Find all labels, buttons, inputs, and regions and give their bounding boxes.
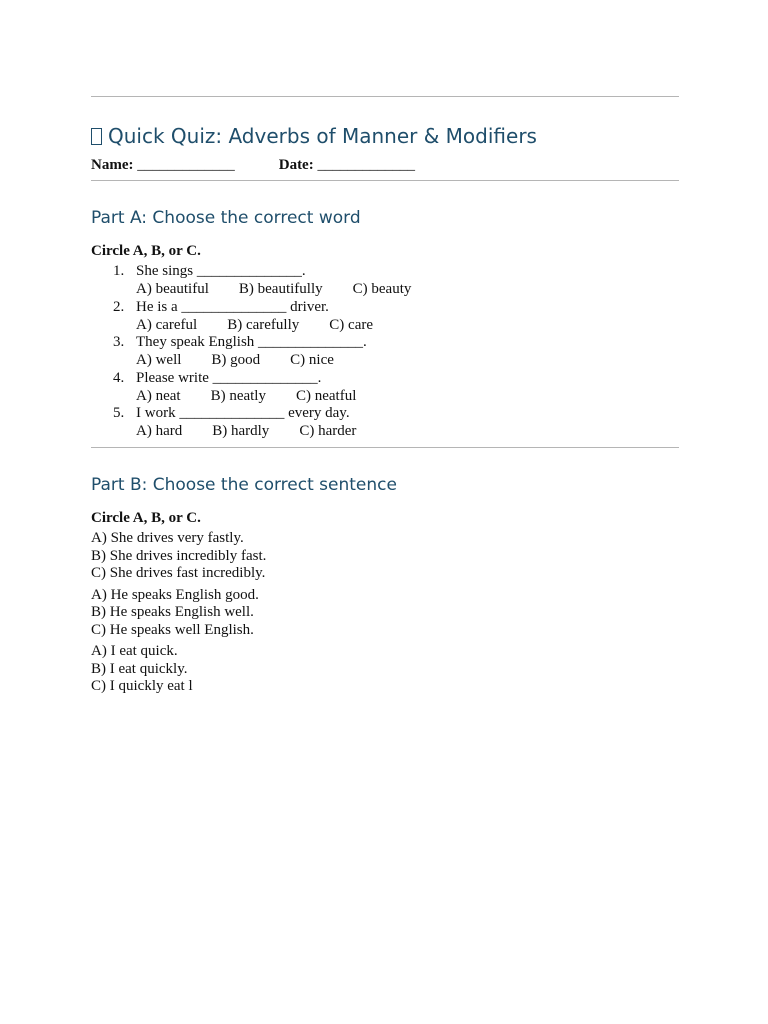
question-text: They speak English ______________. — [136, 334, 367, 351]
option-a: A) beautiful — [136, 280, 209, 297]
option-b: B) neatly — [210, 387, 266, 404]
question-text: I work ______________ every day. — [136, 405, 350, 422]
top-divider — [91, 96, 679, 97]
question-1 — [91, 263, 679, 299]
question-text: Please write ______________. — [136, 369, 322, 386]
option-b: B) carefully — [227, 316, 300, 333]
part-a-divider — [91, 447, 679, 448]
part-a-heading: Part A: Choose the correct word — [91, 208, 361, 228]
question-4 — [91, 370, 679, 406]
option-a: A) well — [136, 352, 182, 369]
part-a-questions — [91, 263, 679, 441]
part-b-instruction: Circle A, B, or C. — [91, 510, 201, 527]
sentence-option-a: A) I eat quick. — [91, 643, 178, 660]
option-c: C) care — [329, 316, 373, 333]
sentence-option-a: A) She drives very fastly. — [91, 530, 244, 547]
sentence-option-b: B) He speaks English well. — [91, 604, 254, 621]
name-label: Name: — [91, 157, 134, 173]
question-options — [136, 352, 679, 370]
question-options — [136, 317, 679, 335]
sentence-option-b: B) I eat quickly. — [91, 660, 188, 677]
option-c: C) harder — [299, 423, 357, 440]
sentence-option-c: C) I quickly eat l — [91, 678, 193, 695]
meta-divider — [91, 180, 679, 181]
name-field — [91, 156, 235, 174]
option-c: C) nice — [290, 352, 334, 369]
quiz-title — [91, 124, 679, 148]
memo-icon — [91, 128, 102, 145]
question-number: 2. — [113, 298, 125, 315]
question-3 — [91, 334, 679, 370]
student-info — [91, 156, 679, 174]
option-b: B) hardly — [212, 423, 270, 440]
date-label: Date: — [278, 157, 314, 173]
question-options — [136, 423, 679, 441]
sentence-group-2 — [91, 587, 679, 640]
option-a: A) careful — [136, 316, 198, 333]
question-options — [136, 388, 679, 406]
question-text: She sings ______________. — [136, 263, 306, 280]
quiz-page — [91, 96, 679, 696]
option-c: C) neatful — [295, 387, 357, 404]
question-text: He is a ______________ driver. — [136, 298, 329, 315]
option-c: C) beauty — [352, 280, 412, 297]
question-number: 3. — [113, 334, 125, 351]
date-field — [279, 156, 415, 174]
question-number: 5. — [113, 405, 125, 422]
question-number: 4. — [113, 369, 125, 386]
question-options — [136, 281, 679, 299]
name-blank: _____________ — [137, 157, 235, 173]
date-blank: _____________ — [317, 157, 415, 173]
part-b-heading: Part B: Choose the correct sentence — [91, 475, 397, 496]
option-b: B) beautifully — [238, 280, 323, 297]
sentence-option-b: B) She drives incredibly fast. — [91, 547, 267, 564]
sentence-option-c: C) She drives fast incredibly. — [91, 565, 266, 582]
part-a-instruction: Circle A, B, or C. — [91, 243, 201, 260]
option-a: A) neat — [136, 387, 181, 404]
question-2 — [91, 299, 679, 335]
sentence-group-1 — [91, 530, 679, 583]
sentence-option-c: C) He speaks well English. — [91, 621, 254, 638]
sentence-group-3 — [91, 643, 679, 696]
question-5 — [91, 405, 679, 441]
question-number: 1. — [113, 263, 125, 280]
option-a: A) hard — [136, 423, 183, 440]
sentence-option-a: A) He speaks English good. — [91, 586, 259, 603]
option-b: B) good — [211, 352, 261, 369]
quiz-title-text: Quick Quiz: Adverbs of Manner & Modifiers — [108, 124, 537, 148]
